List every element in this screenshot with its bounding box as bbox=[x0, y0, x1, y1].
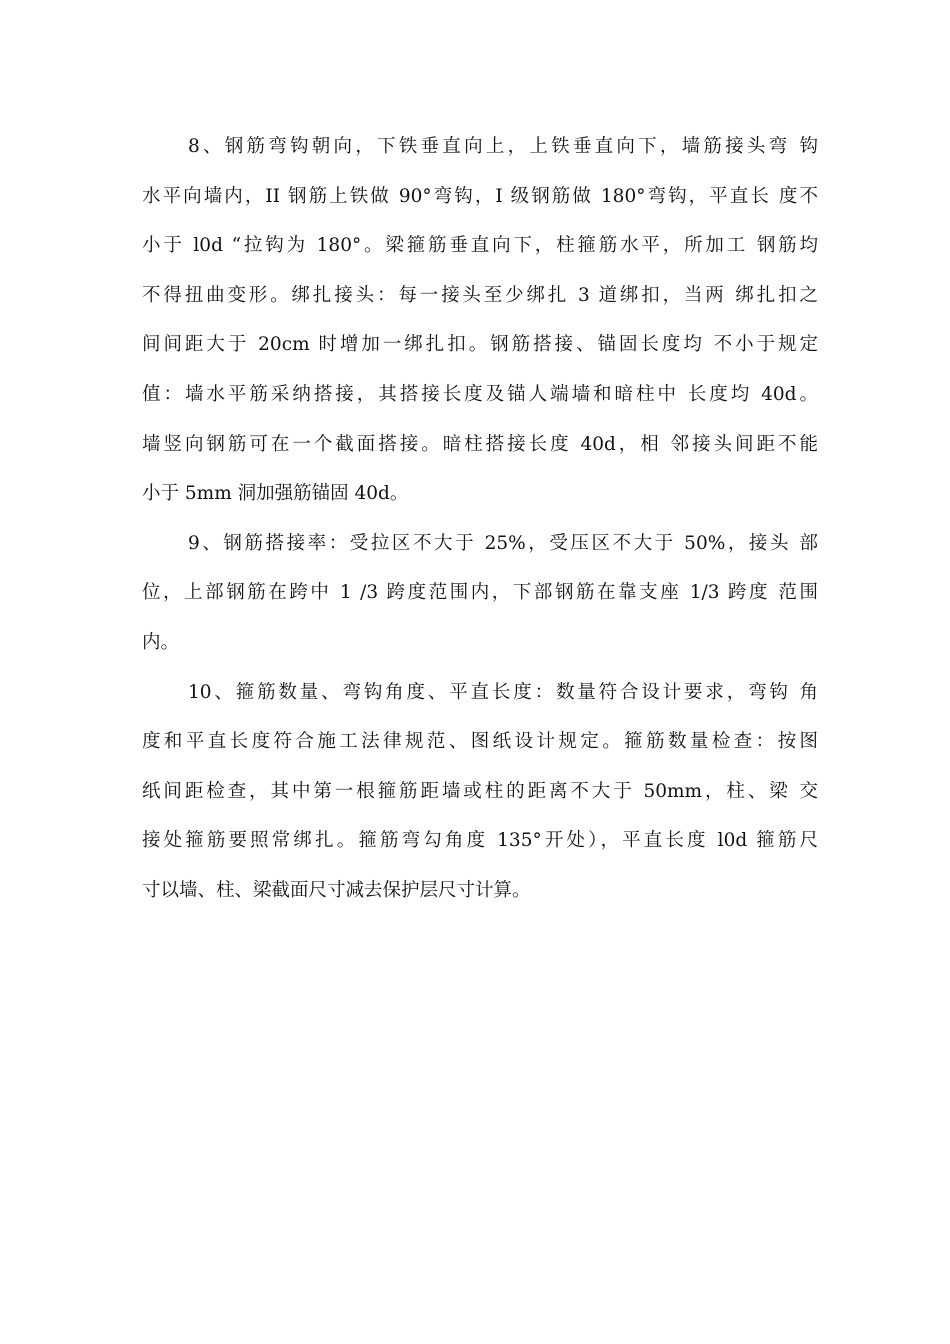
paragraph-9 bbox=[142, 519, 818, 668]
text-line: 墙竖向钢筋可在一个截面搭接。暗柱搭接长度 40d，相 邻接头间距不能 bbox=[142, 433, 818, 455]
text-line: 不得扭曲变形。绑扎接头：每一接头至少绑扎 3 道绑扣，当两 绑扎扣之 bbox=[142, 284, 818, 306]
text-line: 小于 5mm 洞加强筋锚固 40d。 bbox=[142, 483, 409, 505]
text-line: 8、钢筋弯钩朝向，下铁垂直向上，上铁垂直向下，墙筋接头弯 钩 bbox=[188, 136, 818, 157]
text-line: 寸以墙、柱、梁截面尺寸减去保护层尺寸计算。 bbox=[142, 879, 531, 901]
text-line: 内。 bbox=[142, 631, 180, 653]
text-line: 9、钢筋搭接率：受拉区不大于 25%，受压区不大于 50%，接头 部 bbox=[188, 532, 818, 554]
text-line: 值：墙水平筋采纳搭接，其搭接长度及锚人端墙和暗柱中 长度均 40d。 bbox=[142, 383, 818, 405]
text-line: 纸间距检查，其中第一根箍筋距墙或柱的距离不大于 50mm，柱、梁 交 bbox=[142, 780, 818, 802]
text-line: 位，上部钢筋在跨中 1 /3 跨度范围内，下部钢筋在靠支座 1/3 跨度 范围 bbox=[142, 582, 818, 604]
paragraph-10 bbox=[142, 668, 818, 916]
text-line: 水平向墙内，II 钢筋上铁做 90°弯钩，I 级钢筋做 180°弯钩，平直长 度不 bbox=[142, 185, 818, 207]
text-line: 接处箍筋要照常绑扎。箍筋弯勾角度 135°开处），平直长度 l0d 箍筋尺 bbox=[142, 830, 818, 852]
paragraph-8 bbox=[142, 122, 818, 519]
text-line: 小于 l0d “拉钩为 180°。梁箍筋垂直向下，柱箍筋水平，所加工 钢筋均 bbox=[142, 235, 818, 257]
text-line: 度和平直长度符合施工法律规范、图纸设计规定。箍筋数量检查：按图 bbox=[142, 731, 818, 753]
document-body bbox=[142, 122, 818, 916]
text-line: 10、箍筋数量、弯钩角度、平直长度：数量符合设计要求，弯钩 角 bbox=[188, 681, 818, 703]
text-line: 间间距大于 20cm 时增加一绑扎扣。钢筋搭接、锚固长度均 不小于规定 bbox=[142, 334, 818, 356]
